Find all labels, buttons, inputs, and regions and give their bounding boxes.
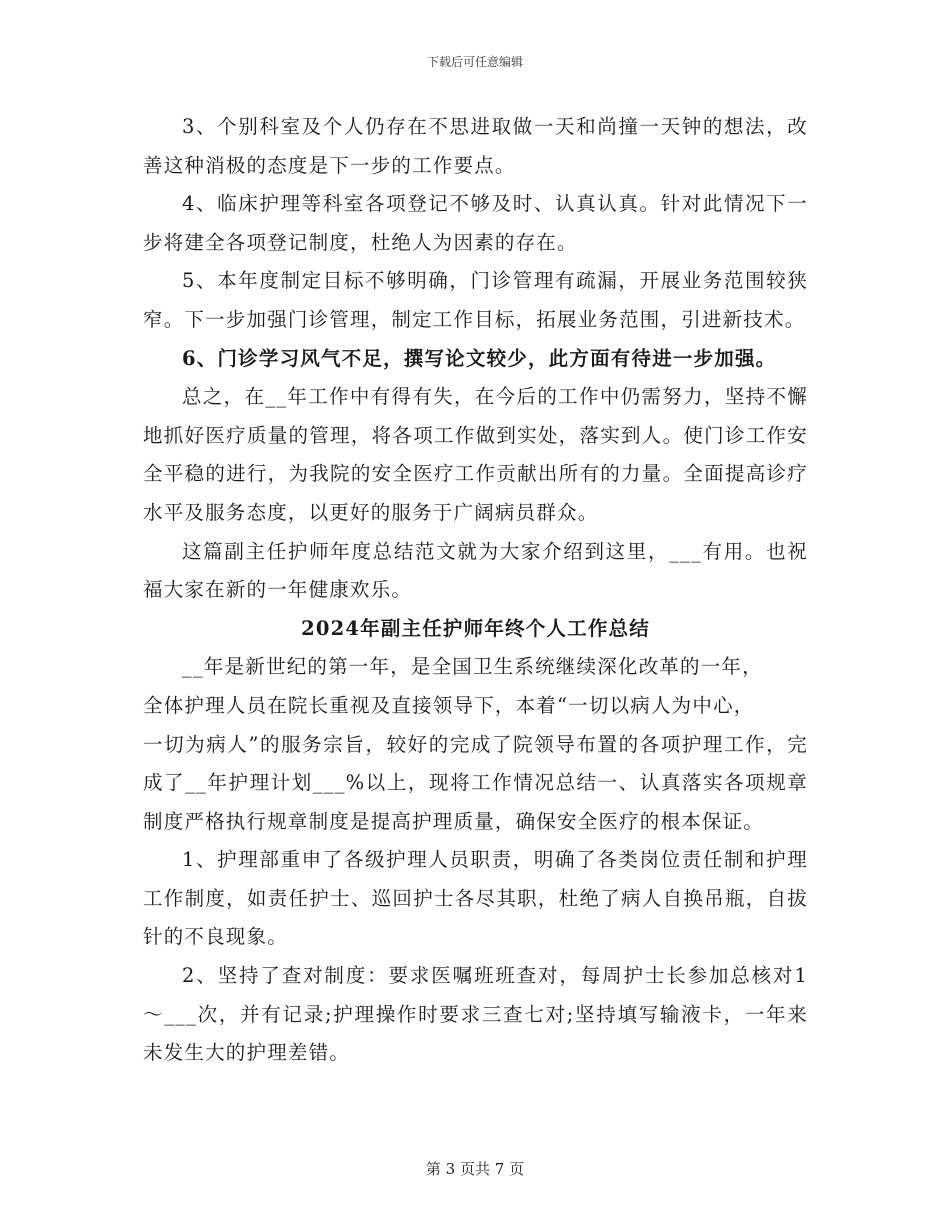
paragraph-closing: 这篇副主任护师年度总结范文就为大家介绍到这里，___有用。也祝福大家在新的一年健康欢乐。 (143, 539, 808, 602)
page-footer: 第 3 页共 7 页 (425, 1160, 525, 1178)
section-intro-line-3: 一切为病人”的服务宗旨，较好的完成了院领导布置的各项护理工作，完成了__年护理计划___%以上，现将工作情况总结一、认真落实各项规章制度严格执行规章制度是提高护理质量，确保安全医疗的根本保证。 (143, 732, 808, 833)
document-body (143, 108, 808, 1073)
section-item-2: 2、坚持了查对制度：要求医嘱班班查对，每周护士长参加总核对1～___次，并有记录;护理操作时要求三查七对;坚持填写输液卡，一年来未发生大的护理差错。 (143, 964, 808, 1065)
paragraph-item-6: 6、门诊学习风气不足，撰写论文较少，此方面有待进一步加强。 (182, 346, 777, 370)
section-intro-line-2: 全体护理人员在院长重视及直接领导下，本着“一切以病人为中心， (143, 693, 755, 717)
section-item-1: 1、护理部重申了各级护理人员职责，明确了各类岗位责任制和护理工作制度，如责任护士、巡回护士各尽其职，杜绝了病人自换吊瓶，自拔针的不良现象。 (143, 848, 808, 949)
section-intro-line-1: __年是新世纪的第一年，是全国卫生系统继续深化改革的一年， (182, 655, 763, 679)
paragraph-item-5: 5、本年度制定目标不够明确，门诊管理有疏漏，开展业务范围较狭窄。下一步加强门诊管理，制定工作目标，拓展业务范围，引进新技术。 (143, 269, 808, 331)
paragraph-item-4: 4、临床护理等科室各项登记不够及时、认真认真。针对此情况下一步将建全各项登记制度，杜绝人为因素的存在。 (143, 192, 808, 254)
paragraph-item-3: 3、个别科室及个人仍存在不思进取做一天和尚撞一天钟的想法，改善这种消极的态度是下一步的工作要点。 (143, 115, 808, 177)
page-header: 下载后可任意编辑 (426, 55, 523, 69)
section-title: 2024年副主任护师年终个人工作总结 (301, 616, 650, 640)
paragraph-summary: 总之，在__年工作中有得有失，在今后的工作中仍需努力，坚持不懈地抓好医疗质量的管理，将各项工作做到实处，落实到人。使门诊工作安全平稳的进行，为我院的安全医疗工作贡献出所有的力量。全面提高诊疗水平及服务态度，以更好的服务于广阔病员群众。 (143, 385, 808, 524)
